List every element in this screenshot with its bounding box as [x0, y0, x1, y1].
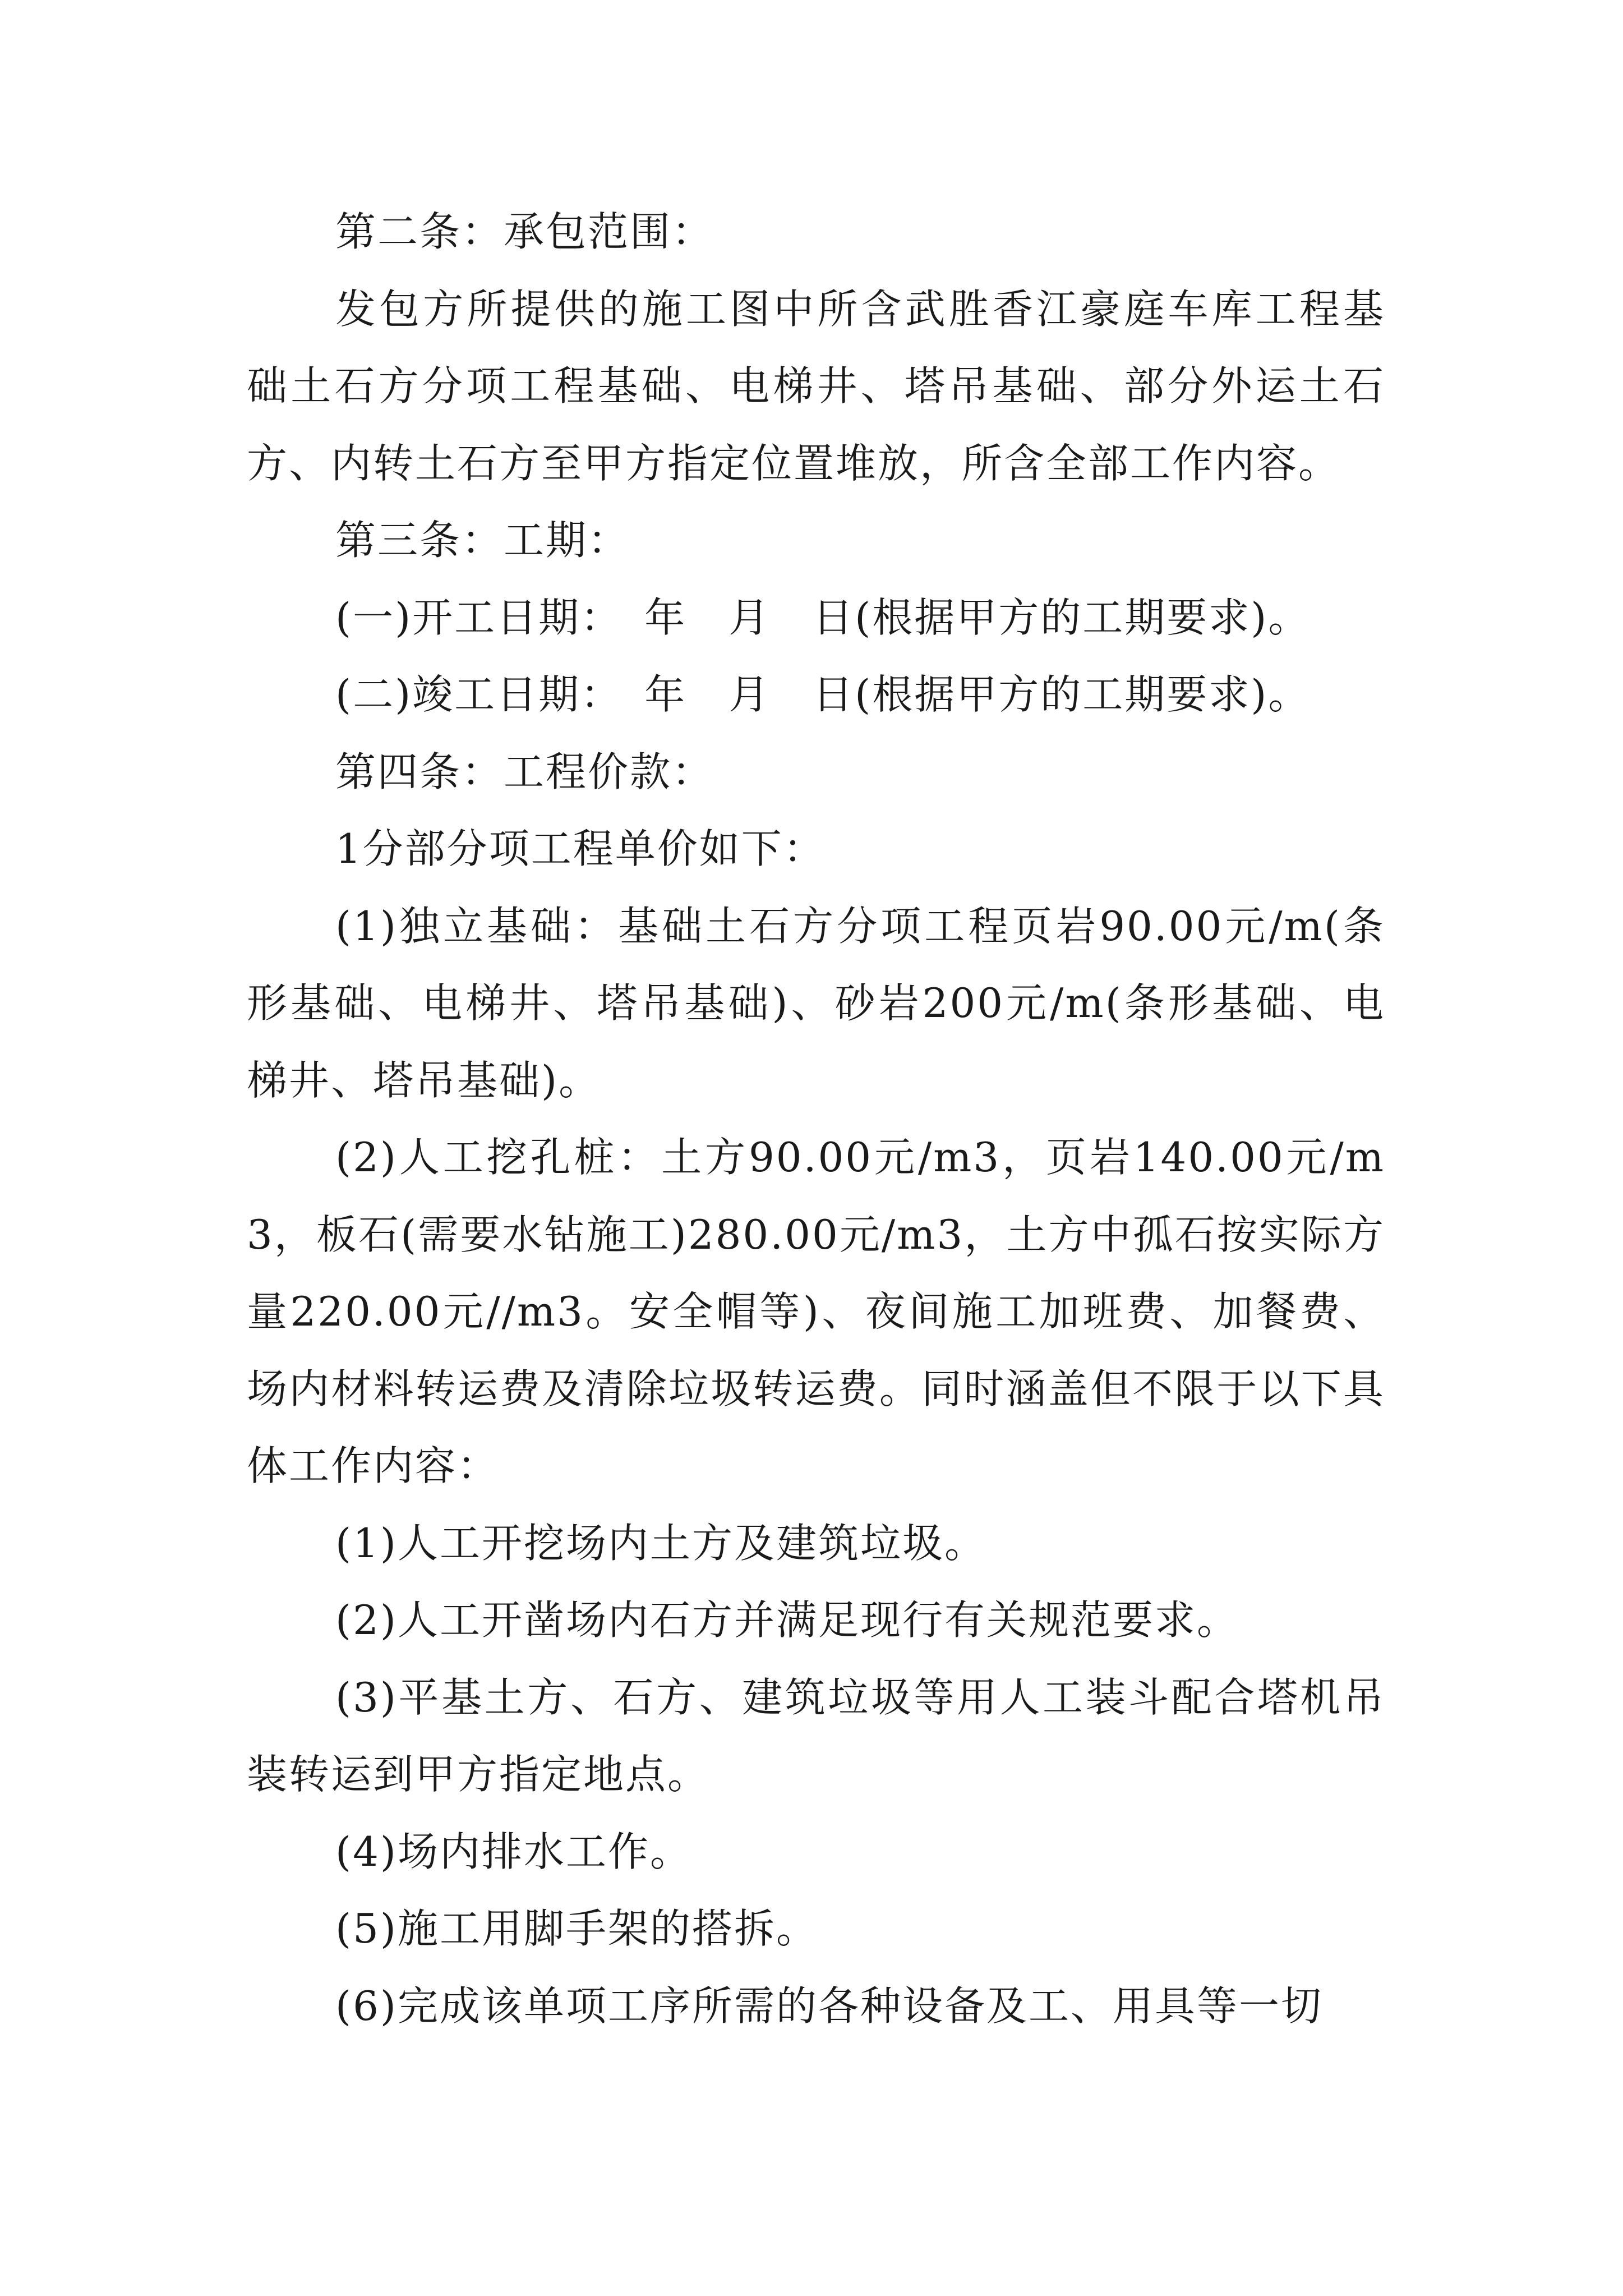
- completion-date-line: (二)竣工日期： 年 月 日(根据甲方的工期要求)。: [335, 671, 1311, 718]
- independent-foundation-price: (1)独立基础：基础土石方分项工程页岩90.00元/m(条形基础、电梯井、塔吊基础)、砂岩200元/m(条形基础、电梯井、塔吊基础)。: [247, 902, 1385, 1104]
- work-item-1: (1)人工开挖场内土方及建筑垃圾。: [335, 1519, 986, 1567]
- work-item-4: (4)场内排水工作。: [335, 1828, 692, 1875]
- clause-3-heading: 第三条：工期：: [335, 517, 630, 564]
- work-item-5: (5)施工用脚手架的搭拆。: [335, 1905, 818, 1952]
- manual-pile-price: (2)人工挖孔桩：土方90.00元/m3，页岩140.00元/m3，板石(需要水钻施工)280.00元/m3，土方中孤石按实际方量220.00元//m3。安全帽等)、夜间施工加班费、加餐费、场内材料转运费及清除垃圾转运费。同时涵盖但不限于以下具体工作内容：: [247, 1134, 1385, 1489]
- clause-4-heading: 第四条：工程价款：: [335, 748, 714, 795]
- document-body: [247, 194, 1385, 2045]
- start-date-line: (一)开工日期： 年 月 日(根据甲方的工期要求)。: [335, 593, 1311, 641]
- clause-2-scope-text: 发包方所提供的施工图中所含武胜香江豪庭车库工程基础土石方分项工程基础、电梯井、塔吊基础、部分外运土石方、内转土石方至甲方指定位置堆放，所含全部工作内容。: [247, 285, 1385, 487]
- work-item-6: (6)完成该单项工序所需的各种设备及工、用具等一切: [335, 1982, 1323, 2030]
- work-item-3: (3)平基土方、石方、建筑垃圾等用人工装斗配合塔机吊装转运到甲方指定地点。: [247, 1673, 1385, 1798]
- unit-price-intro: 1分部分项工程单价如下：: [335, 825, 826, 872]
- clause-2-heading: 第二条：承包范围：: [335, 208, 714, 255]
- work-item-2: (2)人工开凿场内石方并满足现行有关规范要求。: [335, 1596, 1239, 1644]
